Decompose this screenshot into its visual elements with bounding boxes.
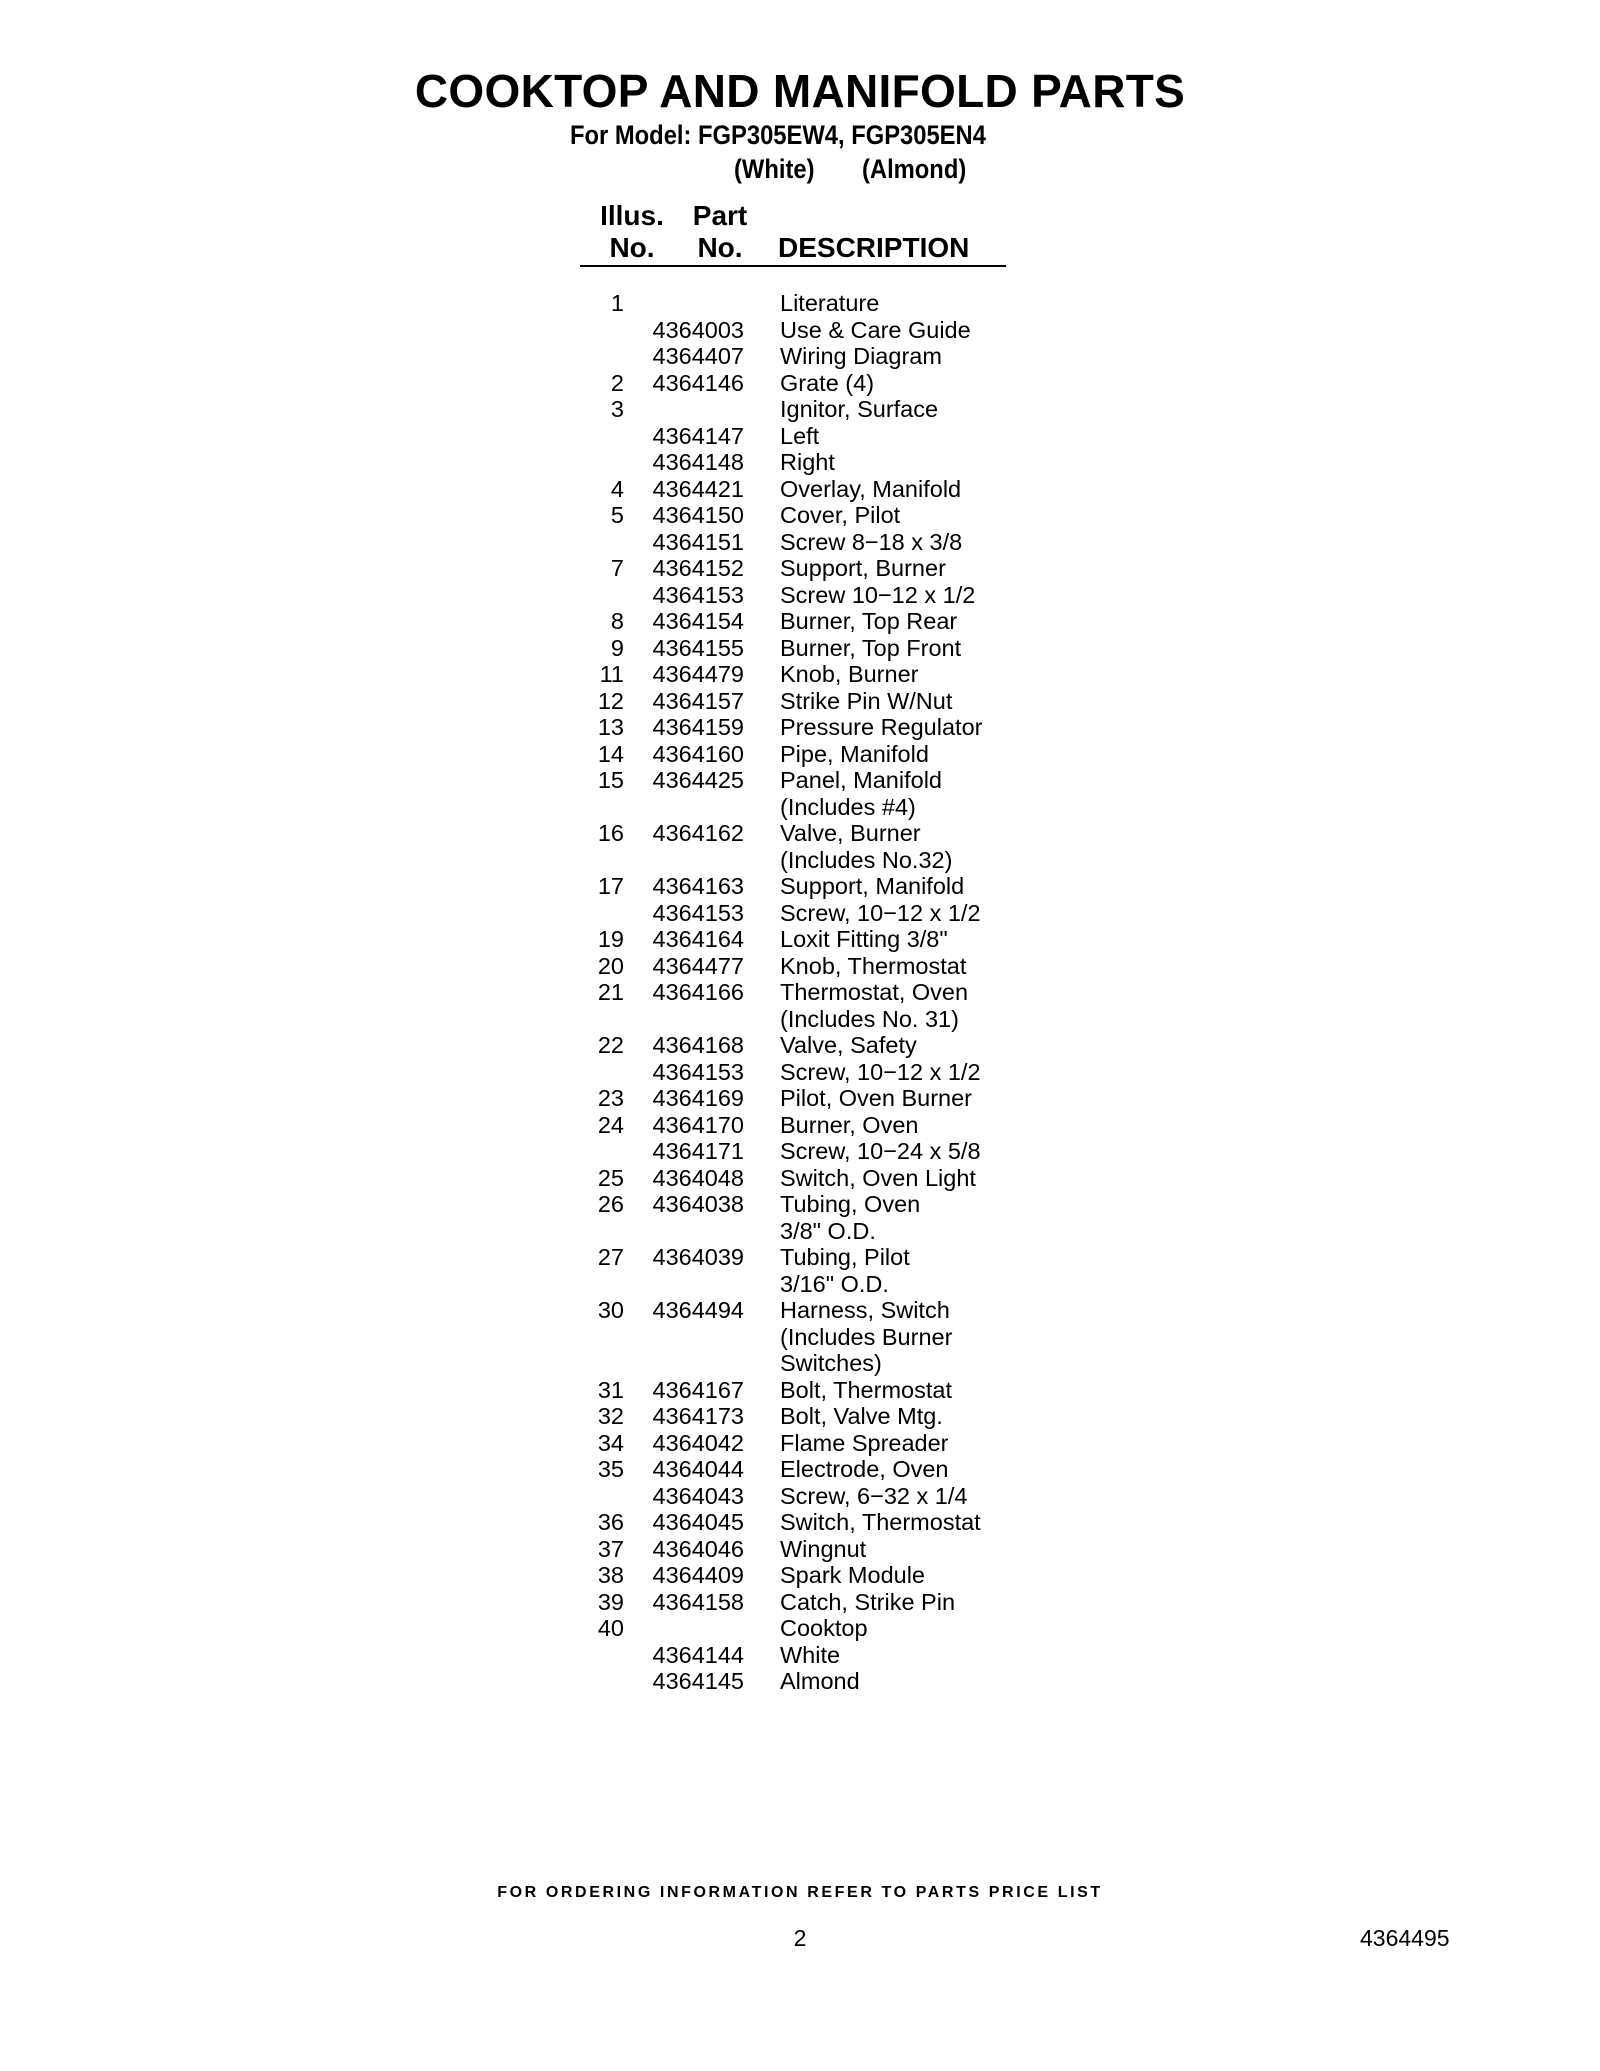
parts-row: [580, 317, 1040, 344]
part-description: Bolt, Thermostat: [780, 1376, 952, 1403]
column-header-part-no: [670, 200, 770, 264]
part-number: 4364169: [652, 1085, 744, 1111]
model-subtitle: For Model: FGP305EW4, FGP305EN4: [570, 120, 986, 150]
parts-row: [580, 635, 1040, 662]
part-description: Flame Spreader: [780, 1429, 949, 1456]
part-number: 4364145: [652, 1668, 744, 1694]
part-description: Catch, Strike Pin: [780, 1588, 956, 1615]
parts-row: [580, 1165, 1040, 1192]
part-description: Right: [780, 449, 835, 475]
part-description: Switches): [780, 1350, 882, 1376]
part-description: (Includes #4): [780, 793, 916, 820]
part-number: 4364170: [652, 1111, 744, 1138]
part-description: Pilot, Oven Burner: [780, 1085, 973, 1111]
part-number: 4364162: [652, 820, 744, 846]
part-description: Thermostat, Oven: [780, 979, 969, 1005]
parts-row: [580, 1430, 1040, 1457]
parts-row: [580, 1112, 1040, 1139]
illus-number: 12: [597, 687, 624, 714]
part-description: Burner, Oven: [780, 1111, 919, 1138]
color-label-almond: (Almond): [862, 154, 967, 184]
parts-row: [580, 1589, 1040, 1616]
part-description: Screw, 10−12 x 1/2: [780, 1058, 981, 1085]
part-number: 4364494: [652, 1297, 744, 1323]
part-number: 4364039: [652, 1244, 744, 1270]
parts-row: [580, 423, 1040, 450]
part-description: 3/16" O.D.: [780, 1270, 889, 1297]
part-description: Cover, Pilot: [780, 502, 901, 528]
parts-row: [580, 582, 1040, 609]
part-number: 4364158: [652, 1588, 744, 1615]
parts-row: [580, 1006, 1040, 1033]
part-description: Panel, Manifold: [780, 767, 942, 793]
part-description: Screw 8−18 x 3/8: [780, 528, 963, 555]
part-description: Burner, Top Front: [780, 634, 962, 661]
part-number: 4364171: [652, 1138, 744, 1164]
parts-row: [580, 1324, 1040, 1351]
parts-row: [580, 688, 1040, 715]
part-number: 4364425: [652, 767, 744, 793]
illus-number: 25: [597, 1164, 624, 1191]
parts-row: [580, 1668, 1040, 1695]
parts-row: [580, 529, 1040, 556]
illus-number: 38: [597, 1562, 624, 1588]
parts-row: [580, 396, 1040, 423]
parts-row: [580, 714, 1040, 741]
page-number: 2: [793, 1925, 807, 1951]
parts-row: [580, 370, 1040, 397]
part-description: Pressure Regulator: [780, 714, 983, 740]
part-description: Valve, Safety: [780, 1032, 917, 1058]
parts-row: [580, 555, 1040, 582]
illus-number: 36: [597, 1509, 624, 1535]
page-title: COOKTOP AND MANIFOLD PARTS: [414, 65, 1186, 117]
illus-number: 15: [597, 767, 624, 793]
part-number: 4364479: [652, 661, 744, 687]
part-number: 4364159: [652, 714, 744, 740]
part-description: Left: [780, 422, 820, 449]
part-description: Bolt, Valve Mtg.: [780, 1403, 943, 1429]
parts-row: [580, 1483, 1040, 1510]
part-description: 3/8" O.D.: [780, 1217, 876, 1244]
part-number: 4364038: [652, 1191, 744, 1217]
part-description: Spark Module: [780, 1562, 925, 1588]
part-description: Burner, Top Rear: [780, 608, 958, 634]
part-description: Screw, 10−24 x 5/8: [780, 1138, 981, 1164]
column-header-illus-line2: No.: [609, 232, 655, 263]
parts-row: [580, 1615, 1040, 1642]
part-description: Harness, Switch: [780, 1297, 950, 1323]
parts-row: [580, 476, 1040, 503]
parts-row: [580, 1059, 1040, 1086]
illus-number: 40: [597, 1615, 624, 1641]
part-description: Strike Pin W/Nut: [780, 687, 953, 714]
part-description: Screw, 10−12 x 1/2: [780, 899, 981, 926]
parts-row: [580, 1562, 1040, 1589]
part-description: Electrode, Oven: [780, 1456, 949, 1482]
illus-number: 9: [610, 634, 624, 661]
part-number: 4364153: [652, 899, 744, 926]
illus-number: 35: [597, 1456, 624, 1482]
illus-number: 4: [610, 475, 624, 502]
illus-number: 39: [597, 1588, 624, 1615]
part-number: 4364153: [652, 581, 744, 608]
part-number: 4364048: [652, 1164, 744, 1191]
illus-number: 5: [610, 502, 624, 528]
part-number: 4364167: [652, 1376, 744, 1403]
part-description: Tubing, Pilot: [780, 1244, 910, 1270]
part-description: Loxit Fitting 3/8": [780, 926, 948, 952]
part-description: Almond: [780, 1668, 860, 1694]
part-description: Switch, Oven Light: [780, 1164, 976, 1191]
illus-number: 13: [597, 714, 624, 740]
illus-number: 24: [597, 1111, 624, 1138]
part-description: Tubing, Oven: [780, 1191, 921, 1217]
parts-list: [580, 290, 1040, 1695]
part-description: Support, Manifold: [780, 873, 965, 899]
part-number: 4364477: [652, 952, 744, 979]
parts-row: [580, 1642, 1040, 1669]
column-header-description: DESCRIPTION: [778, 232, 970, 263]
parts-row: [580, 343, 1040, 370]
parts-row: [580, 1191, 1040, 1218]
illus-number: 23: [597, 1085, 624, 1111]
parts-row: [580, 873, 1040, 900]
parts-row: [580, 1509, 1040, 1536]
illus-number: 7: [610, 555, 624, 581]
parts-row: [580, 741, 1040, 768]
parts-row: [580, 1350, 1040, 1377]
part-description: Support, Burner: [780, 555, 946, 581]
parts-row: [580, 953, 1040, 980]
part-number: 4364147: [652, 422, 744, 449]
part-description: Wingnut: [780, 1535, 867, 1562]
parts-row: [580, 847, 1040, 874]
parts-row: [580, 820, 1040, 847]
part-number: 4364153: [652, 1058, 744, 1085]
part-number: 4364046: [652, 1535, 744, 1562]
part-number: 4364409: [652, 1562, 744, 1588]
column-header-illus-line1: Illus.: [600, 200, 664, 231]
header-divider: [580, 265, 1006, 267]
part-description: Ignitor, Surface: [780, 396, 939, 422]
part-description: Screw 10−12 x 1/2: [780, 581, 976, 608]
part-number: 4364164: [652, 926, 744, 952]
part-number: 4364045: [652, 1509, 744, 1535]
part-number: 4364163: [652, 873, 744, 899]
parts-row: [580, 1271, 1040, 1298]
illus-number: 26: [597, 1191, 624, 1217]
part-description: Knob, Burner: [780, 661, 919, 687]
parts-row: [580, 1218, 1040, 1245]
parts-row: [580, 1138, 1040, 1165]
part-description: Knob, Thermostat: [780, 952, 967, 979]
ordering-note: FOR ORDERING INFORMATION REFER TO PARTS PRICE LIST: [497, 1884, 1103, 1901]
part-number: 4364154: [652, 608, 744, 634]
part-description: (Includes No.32): [780, 846, 953, 873]
part-number: 4364003: [652, 316, 744, 343]
parts-row: [580, 608, 1040, 635]
illus-number: 17: [597, 873, 624, 899]
illus-number: 31: [597, 1376, 624, 1403]
part-number: 4364421: [652, 475, 744, 502]
illus-number: 34: [597, 1429, 624, 1456]
illus-number: 22: [597, 1032, 624, 1058]
part-description: (Includes No. 31): [780, 1005, 959, 1032]
part-number: 4364173: [652, 1403, 744, 1429]
parts-row: [580, 979, 1040, 1006]
part-number: 4364043: [652, 1482, 744, 1509]
parts-row: [580, 794, 1040, 821]
parts-row: [580, 290, 1040, 317]
part-description: Overlay, Manifold: [780, 475, 962, 502]
parts-row: [580, 1403, 1040, 1430]
part-number: 4364042: [652, 1429, 744, 1456]
part-number: 4364407: [652, 343, 744, 369]
column-header-illus-no: [582, 200, 682, 264]
part-description: Pipe, Manifold: [780, 740, 929, 767]
parts-row: [580, 1085, 1040, 1112]
parts-row: [580, 1297, 1040, 1324]
part-description: White: [780, 1641, 841, 1668]
parts-row: [580, 1377, 1040, 1404]
parts-row: [580, 661, 1040, 688]
illus-number: 8: [610, 608, 624, 634]
part-number: 4364146: [652, 369, 744, 396]
document-number: 4364495: [1360, 1925, 1450, 1951]
part-number: 4364168: [652, 1032, 744, 1058]
color-label-white: (White): [734, 154, 815, 184]
parts-row: [580, 1244, 1040, 1271]
part-description: Grate (4): [780, 369, 875, 396]
parts-row: [580, 900, 1040, 927]
part-number: 4364150: [652, 502, 744, 528]
part-number: 4364151: [652, 528, 744, 555]
illus-number: 11: [599, 661, 624, 687]
part-number: 4364157: [652, 687, 744, 714]
parts-row: [580, 1456, 1040, 1483]
parts-row: [580, 502, 1040, 529]
illus-number: 27: [597, 1244, 624, 1270]
part-description: (Includes Burner: [780, 1323, 953, 1350]
part-description: Cooktop: [780, 1615, 868, 1641]
part-number: 4364166: [652, 979, 744, 1005]
part-number: 4364155: [652, 634, 744, 661]
part-description: Switch, Thermostat: [780, 1509, 981, 1535]
parts-row: [580, 767, 1040, 794]
illus-number: 37: [597, 1535, 624, 1562]
parts-row: [580, 1536, 1040, 1563]
illus-number: 20: [597, 952, 624, 979]
column-header-part-line2: No.: [697, 232, 743, 263]
part-description: Screw, 6−32 x 1/4: [780, 1482, 968, 1509]
part-number: 4364044: [652, 1456, 744, 1482]
part-description: Use & Care Guide: [780, 316, 971, 343]
illus-number: 30: [597, 1297, 624, 1323]
illus-number: 19: [597, 926, 624, 952]
part-number: 4364144: [652, 1641, 744, 1668]
part-number: 4364160: [652, 740, 744, 767]
part-description: Wiring Diagram: [780, 343, 942, 369]
parts-row: [580, 1032, 1040, 1059]
part-number: 4364148: [652, 449, 744, 475]
illus-number: 14: [597, 740, 624, 767]
parts-row: [580, 449, 1040, 476]
illus-number: 32: [597, 1403, 624, 1429]
illus-number: 1: [610, 290, 624, 316]
parts-row: [580, 926, 1040, 953]
illus-number: 16: [597, 820, 624, 846]
illus-number: 3: [610, 396, 624, 422]
part-number: 4364152: [652, 555, 744, 581]
column-header-part-line1: Part: [692, 200, 748, 231]
illus-number: 21: [597, 979, 624, 1005]
illus-number: 2: [610, 369, 624, 396]
part-description: Valve, Burner: [780, 820, 921, 846]
part-description: Literature: [780, 290, 880, 316]
